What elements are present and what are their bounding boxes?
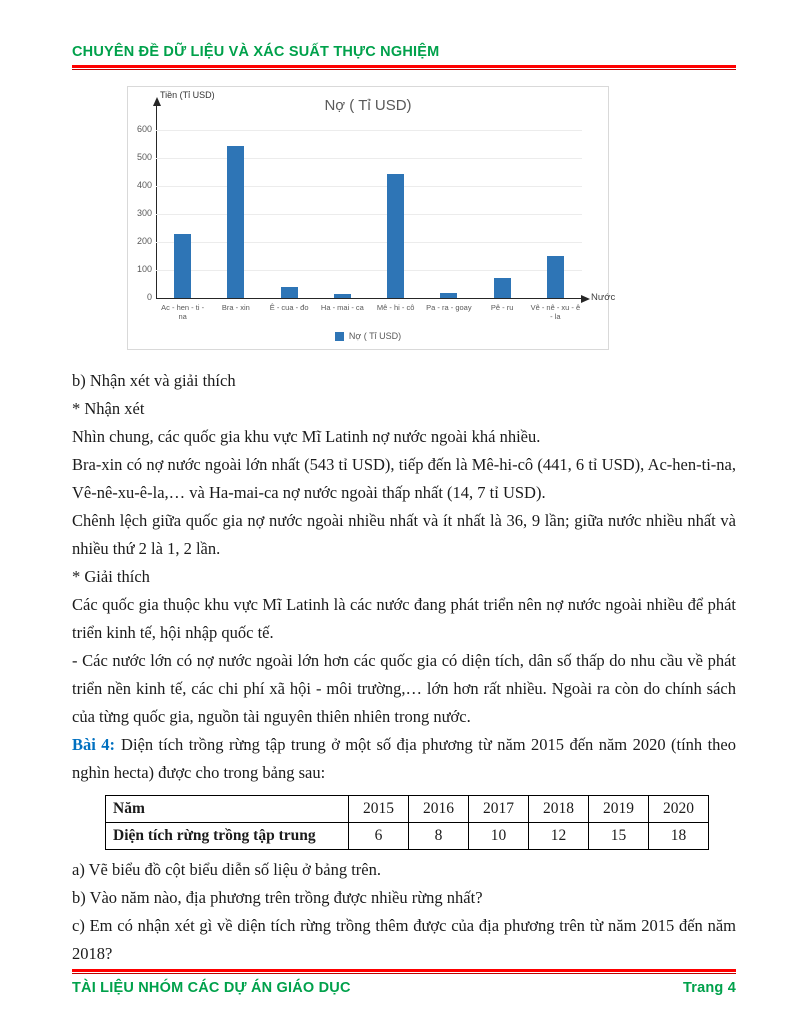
x-category-label: Pê - ru xyxy=(490,303,514,312)
y-tick-label: 200 xyxy=(136,236,152,246)
body-text xyxy=(72,367,736,787)
exercise-4-label: Bài 4: xyxy=(72,735,116,754)
question-b: b) Vào năm nào, địa phương trên trồng được nhiều rừng nhất? xyxy=(72,888,483,907)
header-rule-thick xyxy=(72,65,736,68)
question-list xyxy=(72,856,736,968)
x-category-label: Bra - xin xyxy=(221,303,250,312)
bar xyxy=(387,174,404,298)
table-cell-year: 2015 xyxy=(349,796,409,823)
table-header-row xyxy=(106,796,709,823)
header-rule-thin xyxy=(72,69,736,70)
paragraph: Các quốc gia thuộc khu vực Mĩ Latinh là các nước đang phát triển nên nợ nước ngoài nhiều để phát triển kinh tế, hội nhập quốc tế. xyxy=(72,595,736,642)
question-a: a) Vẽ biểu đồ cột biểu diễn số liệu ở bảng trên. xyxy=(72,860,382,879)
x-category-label: Mê - hi - cô xyxy=(376,303,415,312)
footer-rule-thin xyxy=(72,973,736,974)
header-title: CHUYÊN ĐỀ DỮ LIỆU VÀ XÁC SUẤT THỰC NGHIỆM xyxy=(72,44,440,60)
gridline xyxy=(156,158,582,159)
gridline xyxy=(156,242,582,243)
debt-bar-chart xyxy=(127,86,616,350)
legend-label: Nợ ( Tỉ USD) xyxy=(348,331,402,341)
table-cell-year: 2017 xyxy=(469,796,529,823)
x-category-label: Vê - nê - xu - ê - la xyxy=(530,303,581,322)
x-category-label: Ê - cua - đo xyxy=(269,303,309,312)
paragraph: * Giải thích xyxy=(72,567,150,586)
x-category-label: Ac - hen - ti - na xyxy=(161,303,205,322)
gridline xyxy=(156,214,582,215)
paragraph: b) Nhận xét và giải thích xyxy=(72,371,236,390)
footer-row xyxy=(72,980,736,996)
header-rule xyxy=(72,65,736,70)
gridline xyxy=(156,270,582,271)
y-tick-label: 100 xyxy=(136,264,152,274)
y-tick-label: 300 xyxy=(136,208,152,218)
table-cell-year-label: Năm xyxy=(106,796,349,823)
plot-area xyxy=(136,124,582,322)
footer-left-text: TÀI LIỆU NHÓM CÁC DỰ ÁN GIÁO DỤC xyxy=(72,980,351,996)
gridline xyxy=(156,186,582,187)
chart-legend xyxy=(128,331,608,341)
bar xyxy=(547,256,564,298)
table-cell-year: 2016 xyxy=(409,796,469,823)
table-cell-value: 18 xyxy=(649,823,709,850)
exercise-4-paragraph xyxy=(72,731,736,787)
x-axis-line xyxy=(156,298,582,299)
bar xyxy=(281,287,298,298)
page-number: Trang 4 xyxy=(683,980,736,996)
chart-title: Nợ ( Tỉ USD) xyxy=(324,97,412,114)
x-axis-arrow-icon xyxy=(581,295,590,303)
y-tick-label: 0 xyxy=(146,292,152,302)
y-tick-label: 400 xyxy=(136,180,152,190)
legend-swatch-icon xyxy=(335,332,344,341)
question-c: c) Em có nhận xét gì về diện tích rừng trồng thêm được của địa phương trên từ năm 2015 đến năm 2018? xyxy=(72,916,736,963)
table-cell-area-label: Diện tích rừng trồng tập trung xyxy=(106,823,349,850)
table-cell-year: 2019 xyxy=(589,796,649,823)
table-cell-year: 2018 xyxy=(529,796,589,823)
gridline xyxy=(156,130,582,131)
y-tick-label: 500 xyxy=(136,152,152,162)
bar xyxy=(494,278,511,298)
bar xyxy=(174,234,191,298)
paragraph: Chênh lệch giữa quốc gia nợ nước ngoài nhiều nhất và ít nhất là 36, 9 lần; giữa nước nhiều nhất và nhiều thứ 2 là 1, 2 lần. xyxy=(72,511,736,558)
page-header xyxy=(72,44,736,70)
paragraph: Bra-xin có nợ nước ngoài lớn nhất (543 tỉ USD), tiếp đến là Mê-hi-cô (441, 6 tỉ USD), Ac-hen-ti-na, Vê-nê-xu-ê-la,… và Ha-mai-ca nợ nước ngoài thấp nhất (14, 7 tỉ USD). xyxy=(72,455,736,502)
bar xyxy=(227,146,244,298)
table-cell-value: 6 xyxy=(349,823,409,850)
footer-rule-thick xyxy=(72,969,736,972)
forest-area-table xyxy=(105,795,709,850)
page-footer xyxy=(72,964,736,996)
paragraph: * Nhận xét xyxy=(72,399,145,418)
table-cell-value: 10 xyxy=(469,823,529,850)
footer-rule xyxy=(72,969,736,974)
x-category-label: Ha - mai - ca xyxy=(320,303,364,312)
exercise-4-text: Diện tích trồng rừng tập trung ở một số địa phương từ năm 2015 đến năm 2020 (tính theo nghìn hecta) được cho trong bảng sau: xyxy=(72,735,736,782)
y-tick-label: 600 xyxy=(136,124,152,134)
chart-x-axis-label: Nước xyxy=(591,292,616,303)
paragraph: Nhìn chung, các quốc gia khu vực Mĩ Latinh nợ nước ngoài khá nhiều. xyxy=(72,427,541,446)
table-cell-year: 2020 xyxy=(649,796,709,823)
paragraph: - Các nước lớn có nợ nước ngoài lớn hơn các quốc gia có diện tích, dân số thấp do nhu cầu về phát triển nền kinh tế, các chi phí xã hội - môi trường,… lớn hơn rất nhiều. Ngoài ra còn do chính sách của từng quốc gia, nguồn tài nguyên thiên nhiên trong nước. xyxy=(72,651,736,726)
table-cell-value: 15 xyxy=(589,823,649,850)
chart-y-axis-label: Tiền (Tỉ USD) xyxy=(160,90,215,100)
table-data-row xyxy=(106,823,709,850)
x-category-label: Pa - ra - goay xyxy=(426,303,472,312)
table-cell-value: 12 xyxy=(529,823,589,850)
table-cell-value: 8 xyxy=(409,823,469,850)
